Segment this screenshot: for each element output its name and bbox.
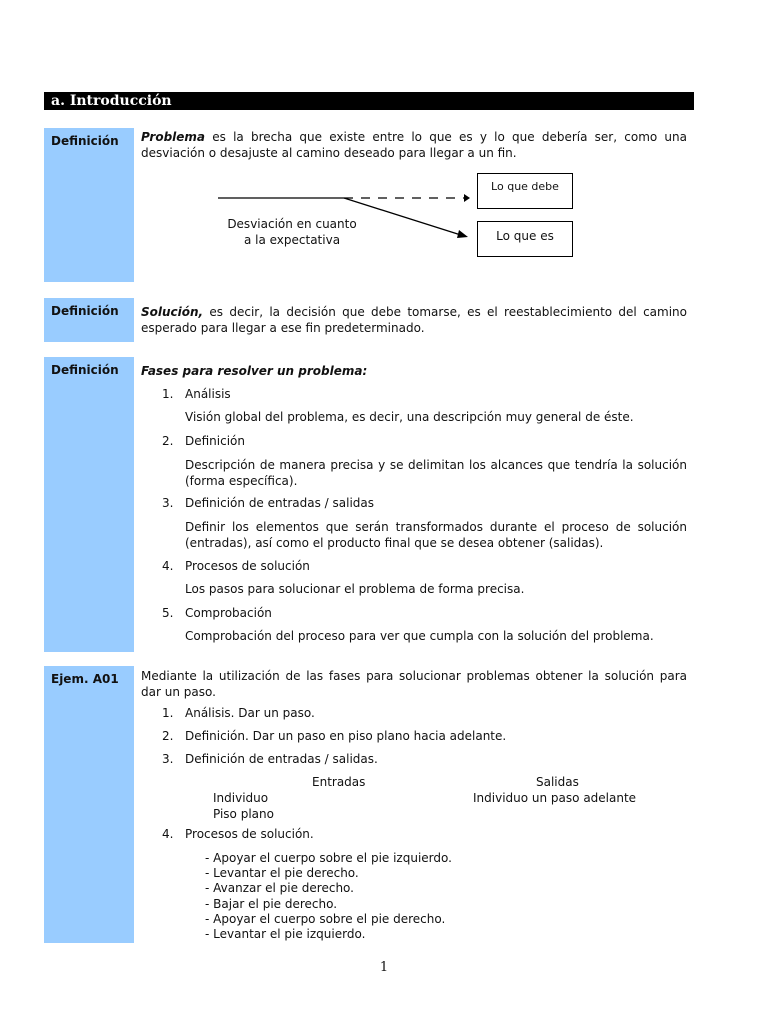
phase-title: Procesos de solución	[185, 559, 310, 573]
block-label: Ejem. A01	[44, 666, 134, 943]
example-item	[141, 728, 687, 744]
item-number: 4.	[162, 827, 174, 841]
inputs-list	[213, 791, 274, 822]
solution-definition	[141, 304, 687, 336]
phase-item	[141, 558, 687, 574]
term: Problema	[141, 130, 206, 144]
item-number: 2.	[162, 729, 174, 743]
step: - Apoyar el cuerpo sobre el pie izquierdo.	[205, 851, 452, 865]
caption-line: a la expectativa	[243, 233, 341, 247]
block-label: Definición	[44, 128, 134, 282]
block-label: Definición	[44, 298, 134, 342]
input-item: Individuo	[213, 791, 269, 805]
outputs-list	[473, 791, 636, 807]
phase-title: Análisis	[185, 387, 231, 401]
item-number: 4.	[162, 559, 174, 573]
item-text: Definición de entradas / salidas.	[185, 752, 378, 766]
definition-text: es decir, la decisión que debe tomarse, es el reestablecimiento del camino esperado para llegar a ese fin predeterminado.	[141, 305, 687, 335]
section-title: a. Introducción	[44, 92, 694, 110]
phase-item	[141, 605, 687, 621]
phase-description: Descripción de manera precisa y se delimitan los alcances que tendría la solución (forma específica).	[185, 458, 687, 488]
item-number: 5.	[162, 606, 174, 620]
block-label: Definición	[44, 357, 134, 652]
step: - Bajar el pie derecho.	[205, 896, 338, 911]
inputs-header: Entradas	[312, 775, 366, 789]
output-item: Individuo un paso adelante	[473, 791, 637, 805]
item-text: Procesos de solución.	[185, 827, 314, 841]
outputs-header: Salidas	[536, 775, 579, 789]
term: Solución,	[141, 305, 204, 319]
phase-title: Comprobación	[185, 606, 272, 620]
item-number: 1.	[162, 706, 174, 720]
example-intro: Mediante la utilización de las fases para solucionar problemas obtener la solución para dar un paso.	[141, 669, 687, 699]
page-number: 1	[379, 960, 389, 975]
box-label: Lo que es	[496, 229, 554, 243]
step: - Apoyar el cuerpo sobre el pie derecho.	[205, 911, 446, 926]
example-item	[141, 751, 687, 767]
input-item: Piso plano	[213, 806, 274, 821]
actual-path-box	[477, 221, 573, 257]
diagram-caption	[212, 216, 372, 248]
definition-block-phases	[44, 357, 694, 652]
item-text: Análisis. Dar un paso.	[185, 706, 315, 720]
caption-line: Desviación en cuanto	[227, 217, 357, 231]
phase-title: Definición de entradas / salidas	[185, 496, 374, 510]
example-block	[44, 666, 694, 943]
phase-title: Definición	[185, 434, 245, 448]
deviation-diagram	[44, 128, 694, 282]
phases-heading: Fases para resolver un problema:	[141, 364, 368, 378]
phase-description: Comprobación del proceso para ver que cumpla con la solución del problema.	[185, 629, 654, 643]
phase-item	[141, 433, 687, 449]
step: - Avanzar el pie derecho.	[205, 881, 354, 896]
phase-item	[141, 495, 687, 511]
item-number: 3.	[162, 496, 174, 510]
definition-block-problem	[44, 128, 694, 282]
item-number: 2.	[162, 434, 174, 448]
item-number: 3.	[162, 752, 174, 766]
phase-description: Los pasos para solucionar el problema de forma precisa.	[185, 582, 525, 596]
definition-text: es la brecha que existe entre lo que es y lo que debería ser, como una desviación o desajuste al camino deseado para llegar a un fin.	[141, 130, 687, 160]
example-item	[141, 826, 687, 842]
step: - Levantar el pie derecho.	[205, 866, 359, 881]
definition-block-solution	[44, 298, 694, 342]
step: - Levantar el pie izquierdo.	[205, 927, 366, 942]
phase-description: Definir los elementos que serán transformados durante el proceso de solución (entradas), así como el producto final que se desea obtener (salidas).	[185, 520, 687, 550]
box-label: Lo que debe	[491, 180, 559, 193]
expected-path-box	[477, 173, 573, 209]
example-item	[141, 705, 687, 721]
phase-description: Visión global del problema, es decir, una descripción muy general de éste.	[185, 410, 634, 424]
item-text: Definición. Dar un paso en piso plano hacia adelante.	[185, 729, 507, 743]
solution-steps	[205, 851, 452, 942]
phase-item	[141, 386, 687, 402]
item-number: 1.	[162, 387, 174, 401]
